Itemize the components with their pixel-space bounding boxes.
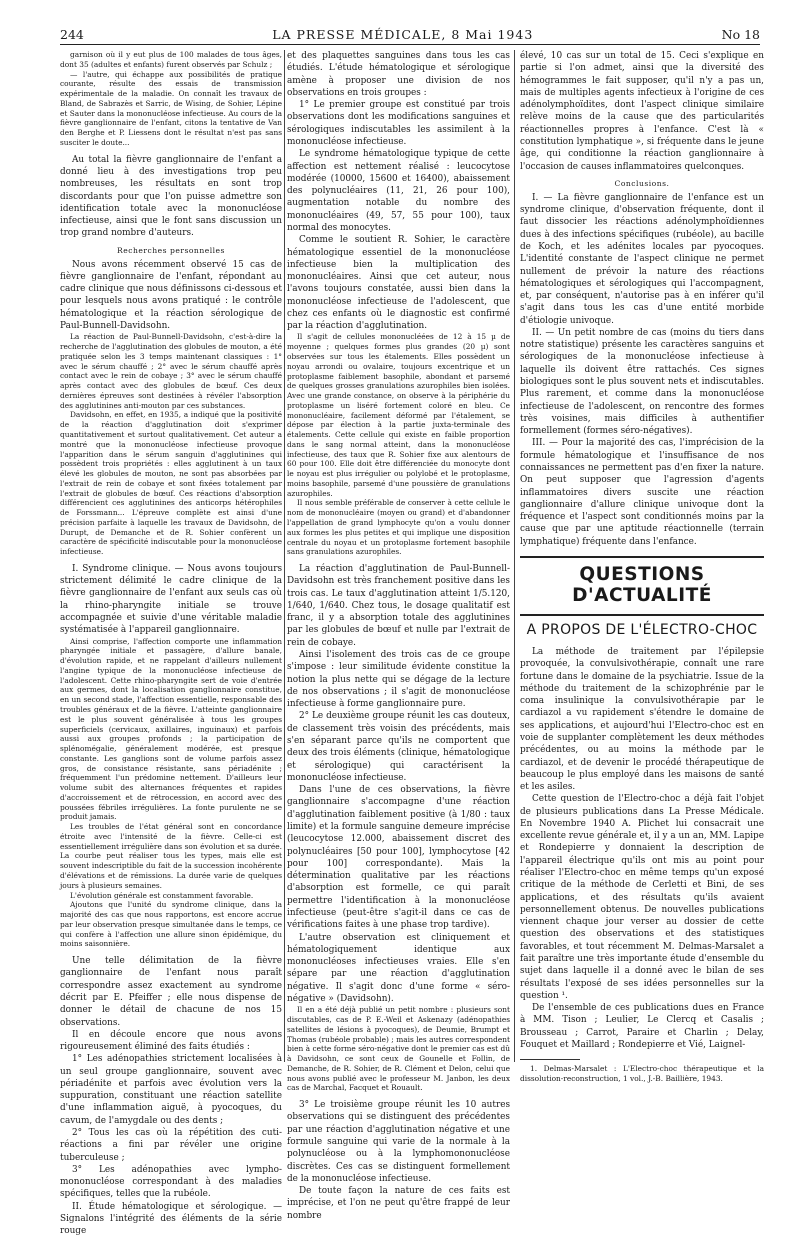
paragraph: Il en a été déjà publié un petit nombre : plusieurs sont discutables, cas de P. E.-Weil et Askenazy (adénopathies satellites de lésions à pyocoques), de Deumie, Brumpt et Thomas (rubéole probable) ; mais les autres correspondent bien à cette forme séro-négative dont le premier cas est dû à Davidsohn, ce sont ceux de Gounelle et Follin, de Demanche, de R. Sohier, de R. Clément et Delon, celui que nous avons publié avec le professeur M. Janbon, les deux cas de Marchal, Facquet et Rouault.: [287, 1005, 510, 1093]
paragraph: II. — Un petit nombre de cas (moins du tiers dans notre statistique) présente les caractères sanguins et sérologiques de la mononucléose infectieuse à laquelle ils doivent être rattachés. Ces signes biologiques sont le plus souvent nets et indiscutables. Plus rarement, et comme dans la mononucléose infectieuse de l'adolescent, on rencontre des formes très voisines, mais difficiles à authentifier formellement (formes séro-négatives).: [520, 327, 764, 437]
paragraph: Davidsohn, en effet, en 1935, a indiqué que la positivité de la réaction d'agglutination doit s'exprimer quantitativement et surtout qualitativement. Cet auteur a montré que la mononucléose infectieuse provoque l'apparition dans le sérum sanguin d'agglutinines qui possèdent trois propriétés : elles agglutinent à un taux élevé les globules de mouton, ne sont pas absorbées par l'extrait de rein de cobaye et sont fixées totalement par l'extrait de globules de bœuf. Ces réactions d'absorption différencient ces agglutinines des anticorps hétérophiles de Forssmann... L'épreuve complète est ainsi d'une précision parfaite à laquelle les travaux de Davidsohn, de Durupt, de Demanche et de R. Sohier confèrent un caractère de spécificité indiscutable pour la mononucléose infectieuse.: [60, 410, 282, 557]
paragraph: Nous avons récemment observé 15 cas de fièvre ganglionnaire de l'enfant, répondant au cadre clinique que nous définissons ci-dessous et pour lesquels nous avons pratiqué : le contrôle hématologique et la réaction sérologique de Paul-Bunnell-Davidsohn.: [60, 259, 282, 332]
paragraph: Les troubles de l'état général sont en concordance étroite avec l'intensité de la fièvre. Celle-ci est essentiellement irrégulière dans son évolution et sa durée. La courbe peut réaliser tous les types, mais elle est souvent indescriptible du fait de la succession incohérente d'élévations et de rémissions. La durée varie de quelques jours à plusieurs semaines.: [60, 822, 282, 890]
paragraph: et des plaquettes sanguines dans tous les cas étudiés. L'étude hématologique et sérologique amène à proposer une division de nos observations en trois groupes :: [287, 51, 510, 98]
paragraph: élevé, 10 cas sur un total de 15. Ceci s'explique en partie si l'on admet, ainsi que la diversité des hémogrammes le fait supposer, qu'il n'y a pas un, mais de multiples agents infectieux à l'origine de ces adénolymphoïdites, dont l'aspect clinique similaire relève moins de la cause que des particularités réactionnelles propres à l'enfance. C'est là « constitution lymphatique », si fréquente dans le jeune âge, qui conditionne la réaction ganglionnaire à l'occasion de causes inflammatoires quelconques.: [520, 51, 764, 172]
paragraph: Il nous semble préférable de conserver à cette cellule le nom de mononucléaire (moyen ou grand) et d'abandonner l'appellation de grand lymphocyte qu'on a voulu donner aux formes les plus petites et qui implique une disposition centrale du noyau et un protoplasme fortement basophile sans granulations azurophiles.: [287, 498, 510, 557]
paragraph: Cette question de l'Electro-choc a déjà fait l'objet de plusieurs publications dans La Presse Médicale. En Novembre 1940 A. Plichet lui consacrait une excellente revue générale et, il y a un an, MM. Lapipe et Rondepierre y donnaient la description de l'appareil électrique qu'ils ont mis au point pour réaliser l'Electro-choc en même temps qu'un exposé critique de la méthode de Cerletti et Bini, de ses applications, et des résultats qu'ils avaient personnellement obtenus. De nouvelles publications viennent chaque jour verser au dossier de cette question des observations et des statistiques favorables, et tout récemment M. Delmas-Marsalet a fait paraître une très importante étude d'ensemble du sujet dans laquelle il a donné avec le bilan de ses résultats l'exposé de ses idées personnelles sur la question ¹.: [520, 794, 764, 1001]
page-number: 244: [60, 26, 84, 42]
paragraph: L'évolution générale est constamment favorable.: [70, 890, 254, 900]
paragraph: Le syndrome hématologique typique de cette affection est nettement réalisé : leucocytose modérée (10000, 15600 et 16400), abaissement des polynucléaires (11, 21, 26 pour 100), augmentation notable du nombre des mononucléaires (49, 57, 55 pour 100), taux normal des monocytes.: [287, 149, 510, 233]
paragraph: Une telle délimitation de la fièvre ganglionnaire de l'enfant nous paraît correspondre assez exactement au syndrome décrit par E. Pfeiffer ; elle nous dispense de donner le détail de chacune de nos 15 observations.: [60, 956, 282, 1028]
section-rule: [520, 614, 764, 616]
paragraph: Il s'agit de cellules mononucléées de 12 à 15 µ de moyenne ; quelques formes plus grandes (20 µ) sont observées sur tous les étalements. Elles possèdent un noyau arrondi ou ovalaire, toujours excentrique et un protoplasme faiblement basophile, abondant et parsemé de quelques grosses granulations azurophiles bien isolées. Avec une grande constance, on observe à la périphérie du protoplasme un liséré fortement coloré en bleu. Ce mononucléaire, facilement déformé par l'étalement, se dépose par élection à la partie juxta-terminale des étalements. Cette cellule qui existe en faible proportion dans le sang normal atteint, dans la mononucléose infectieuse, des taux que R. Sohier fixe aux alentours de 60 pour 100. Elle doit être différenciée du monocyte dont le noyau est plus irrégulier ou polylobé et le protoplasme, moins basophile, parsemé d'une poussière de granulations azurophiles.: [287, 332, 510, 498]
paragraph: De l'ensemble de ces publications dues en France à MM. Tison ; Leulier, Le Clercq et Casalis ; Brousseau ; Carrot, Paraire et Charlin ; Delay, Fouquet et Maillard ; Rondepierre et Vié, Laignel-: [520, 1003, 764, 1050]
paragraph: Il en découle encore que nous avons rigoureusement éliminé des faits étudiés :: [60, 1029, 282, 1053]
paragraph: 3° Le troisième groupe réunit les 10 autres observations qui se distinguent des précédentes par une réaction d'agglutination négative et une formule sanguine qui varie de la normale à la polynucléose ou à la lymphomononucléose discrètes. Ces cas se distinguent formellement de la mononucléose infectieuse.: [287, 1100, 510, 1184]
paragraph: La réaction d'agglutination de Paul-Bunnell-Davidsohn est très franchement positive dans les trois cas. Le taux d'agglutination atteint 1/5.120, 1/640, 1/640. Chez tous, le dosage qualitatif est franc, il y a absorption totale des agglutinines par les globules de bœuf et nulle par l'extrait de rein de cobaye.: [287, 564, 510, 648]
paragraph: Ainsi l'isolement des trois cas de ce groupe s'impose : leur similitude évidente constitue la notion la plus nette qui se dégage de la lecture de nos observations ; il s'agit de mononucléose infectieuse à forme ganglionnaire pure.: [287, 650, 510, 710]
paragraph: Ainsi comprise, l'affection comporte une inflammation pharyngée initiale et passagère, d'allure banale, d'évolution rapide, et ne rappelant d'ailleurs nullement l'angine typique de la mononucléose infectieuse de l'adolescent. Cette rhino-pharyngite sert de voie d'entrée aux germes, dont la localisation ganglionnaire constitue, en un second stade, l'affection essentielle, responsable des troubles généraux et de la fièvre. L'atteinte ganglionnaire est le plus souvent généralisée à tous les groupes superficiels (cervicaux, axillaires, inguinaux) et parfois aussi aux groupes profonds ; la participation de splénomégalie, généralement modérée, est presque constante. Les ganglions sont de volume parfois assez gros, de consistance résistante, sans périadénite ; fréquemment l'un prédomine nettement. D'ailleurs leur volume subit des alternances fréquentes et rapides d'accroissement et de rétrocession, en accord avec des poussées fébriles irrégulières. La fonte purulente ne se produit jamais.: [60, 636, 282, 822]
paragraph: 2° Tous les cas où la répétition des cuti-réactions a fini par révéler une origine tuberculeuse ;: [60, 1128, 282, 1163]
column-3: [520, 50, 764, 1084]
column-divider: [514, 50, 515, 1062]
paragraph: — l'autre, qui échappe aux possibilités de pratique courante, résulte des essais de transmission expérimentale de la maladie. On connaît les travaux de Bland, de Sabrazès et Sarric, de Wising, de Sohier, Lépine et Sauter dans la mononucléose infectieuse. Au cours de la fièvre ganglionnaire de l'enfant, citons la tentative de Van den Berghe et P. Liessens dont le résultat n'est pas sans susciter le doute...: [60, 69, 282, 147]
paragraph: Au total la fièvre ganglionnaire de l'enfant a donné lieu à des investigations trop peu nombreuses, les résultats en sont trop discordants pour que l'on puisse admettre son identification totale avec la mononucléose infectieuse, ainsi que le font sans discussion un trop grand nombre d'auteurs.: [60, 154, 282, 239]
paragraph: Dans l'une de ces observations, la fièvre ganglionnaire s'accompagne d'une réaction d'agglutination faiblement positive (à 1/80 : taux limite) et la formule sanguine demeure imprécise (leucocytose 12.000, abaissement discret des polynucléaires [50 pour 100], lymphocytose [42 pour 100] correspondante). Mais la détermination qualitative par les réactions d'absorption est formelle, ce qui paraît permettre l'identification à la mononucléose infectieuse (peut-être s'agit-il dans ce cas de vérifications faites à une phase trop tardive).: [287, 785, 510, 931]
paragraph: L'autre observation est cliniquement et hématologiquement identique aux mononucléoses infectieuses vraies. Elle s'en sépare par une réaction d'agglutination négative. Il s'agit donc d'une forme « séro-négative » (Davidsohn).: [287, 932, 510, 1004]
paragraph: Comme le soutient R. Sohier, le caractère hématologique essentiel de la mononucléose infectieuse bien la multiplication des mononucléaires. Ainsi que cet auteur, nous l'avons toujours constatée, aussi bien dans la mononucléose infectieuse de l'adolescent, que chez ces enfants où le diagnostic est confirmé par la réaction d'agglutination.: [287, 235, 510, 332]
column-1: [60, 50, 282, 1237]
header-rule: [60, 44, 760, 45]
paragraph: III. — Pour la majorité des cas, l'imprécision de la formule hématologique et l'insuffisance de nos connaissances ne permettent pas d'en fixer la nature. On peut supposer que l'agression d'agents inflammatoires divers suscite une réaction ganglionnaire d'allure clinique univoque dont la fréquence et l'aspect sont conditionnés moins par la cause que par une aptitude réactionnelle (terrain lymphatique) fréquente dans l'enfance.: [520, 438, 764, 547]
journal-title: LA PRESSE MÉDICALE, 8 Mai 1943: [272, 26, 534, 42]
issue-number: No 18: [721, 26, 760, 42]
paragraph: De toute façon la nature de ces faits est imprécise, et l'on ne peut qu'être frappé de leur nombre: [287, 1186, 510, 1221]
paragraph: 3° Les adénopathies avec lympho-mononucléose correspondant à des maladies spécifiques, telles que la rubéole.: [60, 1164, 282, 1200]
paragraph: Ajoutons que l'unité du syndrome clinique, dans la majorité des cas que nous rapportons, est encore accrue par leur observation presque simultanée dans le temps, ce qui confère à l'affection une allure sinon épidémique, du moins saisonnière.: [60, 900, 282, 949]
footnote-rule: [520, 1059, 580, 1060]
subheading: Recherches personnelles: [117, 245, 225, 255]
paragraph: La réaction de Paul-Bunnell-Davidsohn, c'est-à-dire la recherche de l'agglutination des globules de mouton, a été pratiquée selon les 3 temps maintenant classiques : 1° avec le sérum chauffé ; 2° avec le sérum chauffé après contact avec le rein de cobaye ; 3° avec le sérum chauffé après contact avec des globules de bœuf. Ces deux dernières épreuves sont destinées à révéler l'absorption des agglutinines anti-mouton par ces substances.: [60, 332, 282, 410]
column-2: [287, 50, 510, 1221]
paragraph: I. — La fièvre ganglionnaire de l'enfance est un syndrome clinique, d'observation fréquente, dont il faut dissocier les réactions adénolymphoïdiennes dues à des infections spécifiques (rubéole), au bacille de Koch, et les adénites locales par pyocoques. L'identité constante de l'aspect clinique ne permet nullement de prévoir la nature des réactions hématologiques et sérologiques qui l'accompagnent, et, par conséquent, n'autorise pas à en inférer qu'il s'agit dans tous les cas d'une entité morbide d'étiologie univoque.: [520, 192, 764, 326]
footnote: 1. Delmas-Marsalet : L'Electro-choc thérapeutique et la dissolution-reconstruction, 1 vol., J.-B. Baillière, 1943.: [520, 1064, 764, 1084]
paragraph: 2° Le deuxième groupe réunit les cas douteux, de classement très voisin des précédents, mais s'en séparant parce qu'ils ne comportent que deux des trois éléments (clinique, hématologique et sérologique) qui caractérisent la mononucléose infectieuse.: [287, 711, 510, 783]
paragraph: garnison où il y eut plus de 100 malades de tous âges, dont 35 (adultes et enfants) furent observés par Schulz ;: [60, 50, 282, 69]
paragraph: La méthode de traitement par l'épilepsie provoquée, la convulsivothérapie, connaît une rare fortune dans le domaine de la psychiatrie. Issue de la méthode du traitement de la schizophrénie par le coma insulinique la convulsivothérapie par le cardiazol a vu rapidement s'étendre le domaine de ses applications, et aujourd'hui l'Electro-choc est en voie de supplanter complètement les deux méthodes précédentes, ou au moins la méthode par le cardiazol, et de devenir le procédé thérapeutique de beaucoup le plus employé dans les maisons de santé et les asiles.: [520, 646, 764, 793]
article-title: A PROPOS DE L'ÉLECTRO-CHOC: [526, 621, 758, 638]
page-header: [60, 26, 760, 42]
column-divider: [284, 50, 285, 1062]
paragraph: I. Syndrome clinique. — Nous avons toujours strictement délimité le cadre clinique de la fièvre ganglionnaire de l'enfant aux seuls cas où la rhino-pharyngite initiale se trouve accompagnée et suivie d'une véritable maladie systématisée à l'appareil ganglionnaire.: [60, 563, 282, 636]
paragraph: 1° Le premier groupe est constitué par trois observations dont les modifications sanguines et sérologiques indiscutables les assimilent à la mononucléose infectieuse.: [287, 100, 510, 147]
paragraph: II. Étude hématologique et sérologique. — Signalons l'intégrité des éléments de la série rouge: [60, 1201, 282, 1237]
paragraph: 1° Les adénopathies strictement localisées à un seul groupe ganglionnaire, souvent avec périadénite et parfois avec évolution vers la suppuration, constituant une réaction satellite d'une inflammation aiguë, à pyocoques, du cavum, de l'amygdale ou des dents ;: [60, 1054, 282, 1126]
section-rule: [520, 556, 764, 558]
subheading: Conclusions.: [614, 178, 670, 188]
section-title: QUESTIONS D'ACTUALITÉ: [572, 563, 712, 606]
